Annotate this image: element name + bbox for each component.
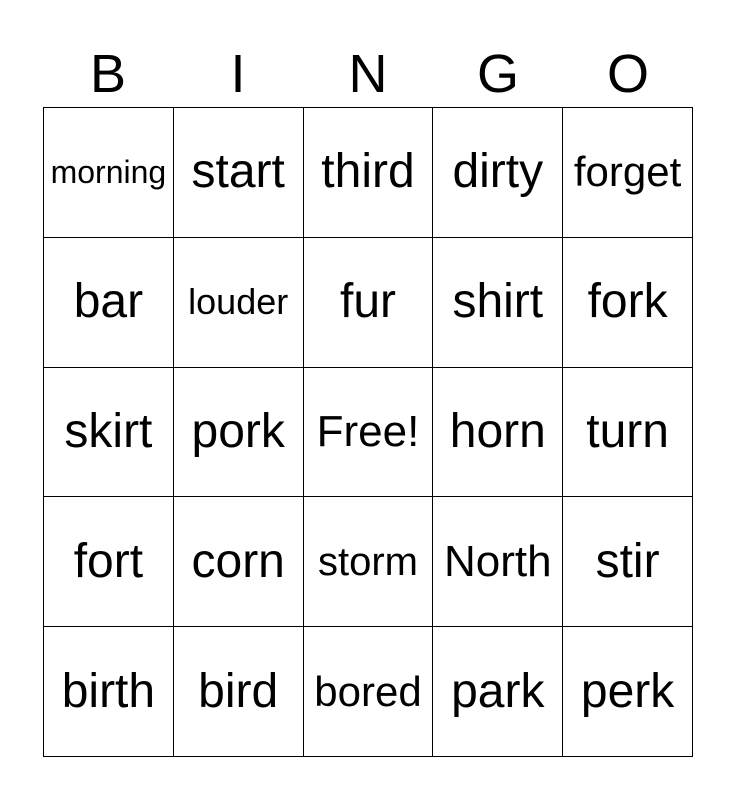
bingo-cell-r4-c4[interactable]	[433, 497, 563, 627]
cell-word: forget	[573, 148, 682, 196]
cell-word: louder	[188, 281, 289, 323]
cell-word: dirty	[452, 145, 544, 199]
bingo-cell-r3-c2[interactable]	[174, 368, 304, 498]
bingo-cell-r5-c5[interactable]	[563, 627, 693, 757]
bingo-cell-r2-c3[interactable]	[304, 238, 434, 368]
bingo-cell-r1-c1[interactable]	[44, 108, 174, 238]
bingo-cell-r1-c2[interactable]	[174, 108, 304, 238]
bingo-cell-r1-c3[interactable]	[304, 108, 434, 238]
bingo-cell-r4-c1[interactable]	[44, 497, 174, 627]
cell-word: start	[191, 145, 285, 199]
header-letter-o: O	[606, 44, 649, 104]
cell-word: fur	[339, 275, 396, 329]
cell-word: park	[451, 664, 545, 718]
bingo-cell-r3-c5[interactable]	[563, 368, 693, 498]
bingo-cell-r3-c4[interactable]	[433, 368, 563, 498]
cell-word: perk	[580, 664, 675, 718]
bingo-cell-r4-c5[interactable]	[563, 497, 693, 627]
cell-word: North	[443, 536, 552, 586]
header-letter-g: G	[476, 44, 519, 104]
bingo-cell-r2-c1[interactable]	[44, 238, 174, 368]
bingo-cell-r2-c4[interactable]	[433, 238, 563, 368]
cell-word: turn	[586, 404, 669, 458]
bingo-cell-r5-c1[interactable]	[44, 627, 174, 757]
bingo-cell-r1-c5[interactable]	[563, 108, 693, 238]
cell-word: birth	[61, 664, 156, 718]
cell-word: corn	[191, 534, 285, 588]
bingo-cell-r5-c3[interactable]	[304, 627, 434, 757]
cell-word: Free!	[316, 406, 420, 456]
bingo-cell-r2-c2[interactable]	[174, 238, 304, 368]
cell-word: fork	[587, 275, 668, 329]
bingo-cell-r1-c4[interactable]	[433, 108, 563, 238]
cell-word: fort	[73, 534, 144, 588]
header-letter-i: I	[230, 44, 246, 104]
cell-word: pork	[191, 404, 285, 458]
bingo-cell-r4-c3[interactable]	[304, 497, 434, 627]
cell-word: shirt	[452, 275, 544, 329]
cell-word: stir	[595, 534, 660, 588]
bingo-cell-r2-c5[interactable]	[563, 238, 693, 368]
cell-word: bird	[198, 664, 279, 718]
bingo-header	[43, 40, 693, 108]
bingo-cell-r4-c2[interactable]	[174, 497, 304, 627]
bingo-cell-r5-c2[interactable]	[174, 627, 304, 757]
header-letter-n: N	[348, 44, 388, 104]
cell-word: morning	[50, 154, 167, 191]
cell-word: storm	[317, 539, 418, 584]
cell-word: bar	[73, 275, 144, 329]
cell-word: skirt	[64, 404, 153, 458]
bingo-cell-free[interactable]	[304, 368, 434, 498]
cell-word: bored	[314, 667, 422, 715]
cell-word: horn	[449, 404, 546, 458]
cell-word: third	[321, 145, 415, 199]
bingo-cell-r3-c1[interactable]	[44, 368, 174, 498]
header-letter-b: B	[89, 44, 127, 104]
bingo-cell-r5-c4[interactable]	[433, 627, 563, 757]
bingo-board	[43, 107, 693, 757]
